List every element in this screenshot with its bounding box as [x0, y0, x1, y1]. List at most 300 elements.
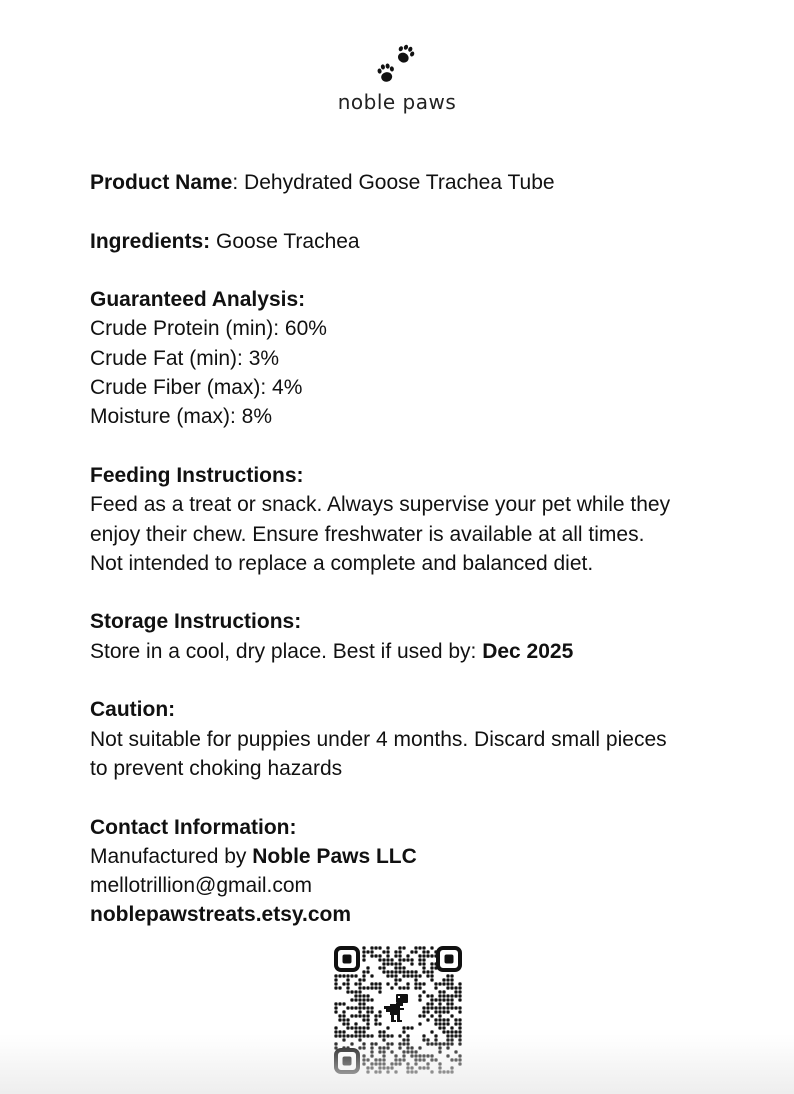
qr-module: [334, 978, 337, 981]
qr-module: [410, 1046, 413, 1049]
qr-module: [370, 974, 373, 977]
qr-module: [386, 982, 389, 985]
qr-module: [362, 1034, 365, 1037]
qr-module: [454, 1018, 457, 1021]
qr-module: [334, 1006, 337, 1009]
qr-module: [434, 986, 437, 989]
qr-module: [390, 958, 393, 961]
qr-module: [358, 994, 361, 997]
qr-module: [426, 950, 429, 953]
qr-module: [370, 950, 373, 953]
qr-module: [366, 1010, 369, 1013]
qr-module: [358, 1010, 361, 1013]
qr-module: [458, 1030, 461, 1033]
qr-module: [418, 962, 421, 965]
qr-module: [450, 1006, 453, 1009]
qr-module: [398, 1058, 401, 1061]
qr-module: [362, 970, 365, 973]
qr-module: [334, 1010, 337, 1013]
qr-module: [390, 1066, 393, 1069]
qr-module: [430, 962, 433, 965]
qr-module: [406, 954, 409, 957]
ingredients-value: Goose Trachea: [210, 229, 360, 253]
qr-module: [374, 1014, 377, 1017]
qr-module: [414, 1054, 417, 1057]
qr-module: [366, 998, 369, 1001]
qr-module: [446, 1054, 449, 1057]
feeding-line: Feed as a treat or snack. Always supervise your pet while they: [90, 493, 671, 517]
qr-module: [374, 946, 377, 949]
qr-module: [374, 1022, 377, 1025]
qr-module: [430, 978, 433, 981]
qr-module: [370, 998, 373, 1001]
qr-module: [382, 1030, 385, 1033]
qr-module: [402, 1054, 405, 1057]
qr-module: [394, 974, 397, 977]
qr-module: [430, 1030, 433, 1033]
qr-module: [378, 1070, 381, 1073]
qr-module: [346, 1026, 349, 1029]
guaranteed-analysis-section: [90, 285, 730, 431]
qr-module: [454, 1006, 457, 1009]
qr-module: [354, 998, 357, 1001]
qr-module: [434, 1010, 437, 1013]
qr-module: [418, 986, 421, 989]
qr-module: [442, 990, 445, 993]
contact-information-section: [90, 813, 730, 930]
qr-module: [442, 1006, 445, 1009]
qr-module: [358, 1014, 361, 1017]
qr-module: [414, 946, 417, 949]
analysis-item: Moisture (max): 8%: [90, 405, 273, 429]
qr-module: [406, 982, 409, 985]
qr-module: [386, 958, 389, 961]
qr-module: [362, 994, 365, 997]
qr-module: [422, 1038, 425, 1041]
qr-module: [446, 1018, 449, 1021]
guaranteed-analysis-heading: Guaranteed Analysis:: [90, 288, 306, 312]
qr-module: [362, 1014, 365, 1017]
qr-module: [362, 1002, 365, 1005]
qr-module: [362, 1062, 365, 1065]
qr-module: [458, 1042, 461, 1045]
qr-module: [406, 1038, 409, 1041]
qr-module: [458, 986, 461, 989]
qr-module: [402, 970, 405, 973]
qr-module: [430, 1002, 433, 1005]
qr-module: [426, 974, 429, 977]
qr-module: [370, 1006, 373, 1009]
qr-module: [418, 1046, 421, 1049]
qr-module: [398, 950, 401, 953]
qr-module: [450, 1042, 453, 1045]
qr-module: [438, 1026, 441, 1029]
qr-module: [418, 946, 421, 949]
qr-module: [382, 1050, 385, 1053]
qr-module: [438, 1050, 441, 1053]
qr-module: [422, 1006, 425, 1009]
qr-module: [414, 1070, 417, 1073]
qr-module: [354, 990, 357, 993]
qr-module: [398, 1034, 401, 1037]
qr-module: [342, 1018, 345, 1021]
qr-module: [338, 1014, 341, 1017]
qr-module: [438, 990, 441, 993]
qr-module: [426, 1006, 429, 1009]
qr-module: [378, 954, 381, 957]
qr-module: [434, 998, 437, 1001]
qr-module: [366, 970, 369, 973]
qr-module: [398, 954, 401, 957]
qr-module: [450, 974, 453, 977]
qr-module: [458, 1038, 461, 1041]
qr-module: [374, 982, 377, 985]
qr-module: [434, 1006, 437, 1009]
qr-module: [374, 986, 377, 989]
qr-module: [446, 1034, 449, 1037]
caution-section: [90, 695, 730, 783]
qr-module: [446, 998, 449, 1001]
qr-module: [442, 1070, 445, 1073]
qr-module: [458, 1018, 461, 1021]
qr-module: [422, 990, 425, 993]
qr-module: [414, 950, 417, 953]
qr-module: [366, 1014, 369, 1017]
qr-module: [450, 998, 453, 1001]
qr-module: [446, 1042, 449, 1045]
qr-module: [458, 1006, 461, 1009]
product-name-value: : Dehydrated Goose Trachea Tube: [232, 171, 555, 194]
qr-module: [438, 1042, 441, 1045]
qr-module: [410, 970, 413, 973]
qr-module: [382, 962, 385, 965]
qr-module: [334, 1046, 337, 1049]
qr-module: [382, 1034, 385, 1037]
label-content: [90, 168, 730, 959]
qr-module: [346, 1006, 349, 1009]
qr-module: [422, 970, 425, 973]
qr-module: [430, 1006, 433, 1009]
qr-module: [446, 1046, 449, 1049]
feeding-instructions-section: [90, 461, 730, 578]
qr-module: [418, 982, 421, 985]
analysis-item: Crude Fat (min): 3%: [90, 346, 280, 370]
qr-module: [354, 1034, 357, 1037]
qr-module: [366, 994, 369, 997]
qr-module: [426, 1010, 429, 1013]
qr-module: [334, 1002, 337, 1005]
qr-module: [362, 998, 365, 1001]
qr-module: [378, 1062, 381, 1065]
qr-module: [382, 950, 385, 953]
qr-module: [458, 1058, 461, 1061]
qr-module: [382, 1066, 385, 1069]
qr-module: [438, 1070, 441, 1073]
qr-module: [430, 1070, 433, 1073]
qr-module: [398, 966, 401, 969]
qr-module: [358, 978, 361, 981]
qr-module: [342, 982, 345, 985]
qr-module: [394, 982, 397, 985]
qr-module: [338, 1018, 341, 1021]
qr-module: [446, 1030, 449, 1033]
qr-module: [434, 982, 437, 985]
qr-module: [362, 1006, 365, 1009]
qr-module: [422, 1014, 425, 1017]
qr-module: [426, 970, 429, 973]
qr-module: [458, 1010, 461, 1013]
qr-module: [442, 1042, 445, 1045]
qr-module: [446, 1022, 449, 1025]
qr-module: [366, 950, 369, 953]
qr-module: [446, 1006, 449, 1009]
qr-module: [442, 994, 445, 997]
qr-module: [442, 998, 445, 1001]
qr-module: [418, 974, 421, 977]
qr-module: [334, 974, 337, 977]
qr-module: [378, 990, 381, 993]
qr-module: [362, 1026, 365, 1029]
qr-module: [458, 990, 461, 993]
qr-module: [390, 1050, 393, 1053]
qr-module: [422, 982, 425, 985]
qr-module: [390, 962, 393, 965]
qr-module: [342, 1030, 345, 1033]
qr-module: [390, 986, 393, 989]
qr-module: [366, 1034, 369, 1037]
qr-module: [434, 1018, 437, 1021]
qr-module: [378, 1034, 381, 1037]
qr-module: [458, 982, 461, 985]
qr-module: [414, 974, 417, 977]
qr-module: [406, 970, 409, 973]
storage-text: Store in a cool, dry place. Best if used by:: [90, 639, 483, 663]
qr-module: [434, 1058, 437, 1061]
qr-module: [410, 1070, 413, 1073]
qr-module: [402, 1026, 405, 1029]
qr-module: [390, 1042, 393, 1045]
qr-module: [442, 1018, 445, 1021]
qr-module: [446, 1002, 449, 1005]
qr-module: [386, 970, 389, 973]
qr-module: [426, 1002, 429, 1005]
qr-module: [358, 1026, 361, 1029]
qr-module: [442, 1026, 445, 1029]
qr-module: [450, 1066, 453, 1069]
qr-module: [438, 982, 441, 985]
qr-module: [350, 1034, 353, 1037]
qr-module: [362, 978, 365, 981]
qr-module: [378, 1030, 381, 1033]
qr-module: [446, 994, 449, 997]
qr-module: [362, 1018, 365, 1021]
qr-module: [426, 1038, 429, 1041]
qr-module: [438, 1006, 441, 1009]
qr-module: [342, 1034, 345, 1037]
qr-module: [378, 1010, 381, 1013]
brand-logo: [0, 40, 794, 114]
qr-module: [354, 1030, 357, 1033]
qr-module: [346, 1034, 349, 1037]
ingredients-label: Ingredients:: [90, 229, 211, 253]
qr-module: [370, 1046, 373, 1049]
qr-module: [426, 954, 429, 957]
qr-module: [394, 978, 397, 981]
qr-module: [386, 962, 389, 965]
qr-module: [454, 990, 457, 993]
qr-module: [358, 982, 361, 985]
qr-module: [362, 1030, 365, 1033]
qr-module: [442, 1030, 445, 1033]
feeding-line: Not intended to replace a complete and balanced diet.: [90, 551, 594, 575]
qr-module: [350, 1014, 353, 1017]
qr-module: [406, 974, 409, 977]
qr-module: [418, 954, 421, 957]
qr-module: [450, 1038, 453, 1041]
qr-module: [458, 1022, 461, 1025]
qr-module: [422, 1066, 425, 1069]
qr-module: [454, 1030, 457, 1033]
qr-module: [338, 986, 341, 989]
qr-module: [342, 1002, 345, 1005]
qr-module: [446, 1070, 449, 1073]
qr-module: [434, 1038, 437, 1041]
qr-module: [362, 986, 365, 989]
qr-module: [350, 974, 353, 977]
qr-module: [450, 986, 453, 989]
qr-module: [370, 1066, 373, 1069]
qr-module: [402, 974, 405, 977]
qr-module: [446, 986, 449, 989]
analysis-item: Crude Protein (min): 60%: [90, 317, 327, 341]
qr-module: [338, 1030, 341, 1033]
qr-module: [406, 1050, 409, 1053]
qr-module: [342, 1022, 345, 1025]
qr-module: [394, 1058, 397, 1061]
qr-module: [422, 966, 425, 969]
caution-line: Not suitable for puppies under 4 months. Discard small pieces: [90, 727, 667, 751]
qr-module: [450, 1014, 453, 1017]
qr-module: [438, 994, 441, 997]
qr-module: [406, 1066, 409, 1069]
qr-module: [438, 1018, 441, 1021]
manufacturer-name: Noble Paws LLC: [252, 844, 417, 868]
qr-module: [394, 1070, 397, 1073]
qr-module: [402, 1058, 405, 1061]
caution-heading: Caution:: [90, 698, 176, 722]
qr-module: [346, 982, 349, 985]
qr-module: [370, 954, 373, 957]
qr-module: [410, 1054, 413, 1057]
qr-module: [370, 982, 373, 985]
qr-module: [342, 974, 345, 977]
qr-module: [334, 982, 337, 985]
qr-module: [454, 994, 457, 997]
qr-module: [374, 1058, 377, 1061]
qr-module: [378, 958, 381, 961]
qr-module: [382, 966, 385, 969]
qr-module: [358, 990, 361, 993]
qr-module: [386, 950, 389, 953]
qr-module: [438, 1022, 441, 1025]
qr-module: [454, 1050, 457, 1053]
qr-module: [438, 998, 441, 1001]
qr-module: [382, 1046, 385, 1049]
qr-module: [350, 1026, 353, 1029]
qr-module: [390, 974, 393, 977]
qr-module: [422, 1058, 425, 1061]
qr-module: [406, 1046, 409, 1049]
qr-module: [366, 1070, 369, 1073]
qr-module: [370, 1062, 373, 1065]
qr-module: [374, 1042, 377, 1045]
qr-module: [354, 982, 357, 985]
qr-module: [458, 1026, 461, 1029]
qr-module: [354, 994, 357, 997]
qr-module: [442, 1010, 445, 1013]
qr-module: [346, 1018, 349, 1021]
qr-module: [378, 982, 381, 985]
qr-module: [450, 994, 453, 997]
product-name-label: Product Name: [90, 171, 233, 194]
ingredients-section: [90, 227, 730, 256]
qr-module: [402, 966, 405, 969]
qr-module: [430, 1042, 433, 1045]
qr-module: [390, 970, 393, 973]
qr-module: [386, 1034, 389, 1037]
qr-module: [370, 1010, 373, 1013]
qr-module: [362, 954, 365, 957]
analysis-item: Crude Fiber (max): 4%: [90, 376, 303, 400]
qr-module: [438, 1002, 441, 1005]
qr-module: [426, 994, 429, 997]
qr-module: [430, 1014, 433, 1017]
qr-module: [386, 1046, 389, 1049]
qr-module: [438, 1046, 441, 1049]
qr-module: [362, 946, 365, 949]
qr-module: [446, 974, 449, 977]
manufacturer-prefix: Manufactured by: [90, 844, 253, 868]
qr-module: [446, 1038, 449, 1041]
qr-module: [362, 1058, 365, 1061]
qr-module: [394, 1054, 397, 1057]
qr-module: [414, 970, 417, 973]
qr-module: [378, 966, 381, 969]
caution-line: to prevent choking hazards: [90, 756, 343, 780]
qr-module: [414, 982, 417, 985]
qr-module: [410, 1050, 413, 1053]
qr-module: [358, 1006, 361, 1009]
qr-module: [414, 1050, 417, 1053]
qr-module: [378, 1058, 381, 1061]
qr-module: [366, 1058, 369, 1061]
feeding-line: enjoy their chew. Ensure freshwater is available at all times.: [90, 522, 645, 546]
qr-module: [394, 1062, 397, 1065]
qr-module: [366, 1066, 369, 1069]
qr-module: [334, 986, 337, 989]
qr-module: [374, 1018, 377, 1021]
qr-code-icon[interactable]: [334, 946, 462, 1074]
qr-module: [398, 962, 401, 965]
qr-module: [386, 1042, 389, 1045]
qr-module: [386, 1026, 389, 1029]
qr-module: [382, 1062, 385, 1065]
qr-module: [334, 1042, 337, 1045]
qr-module: [426, 1042, 429, 1045]
qr-module: [358, 1046, 361, 1049]
qr-module: [430, 966, 433, 969]
qr-module: [430, 1054, 433, 1057]
